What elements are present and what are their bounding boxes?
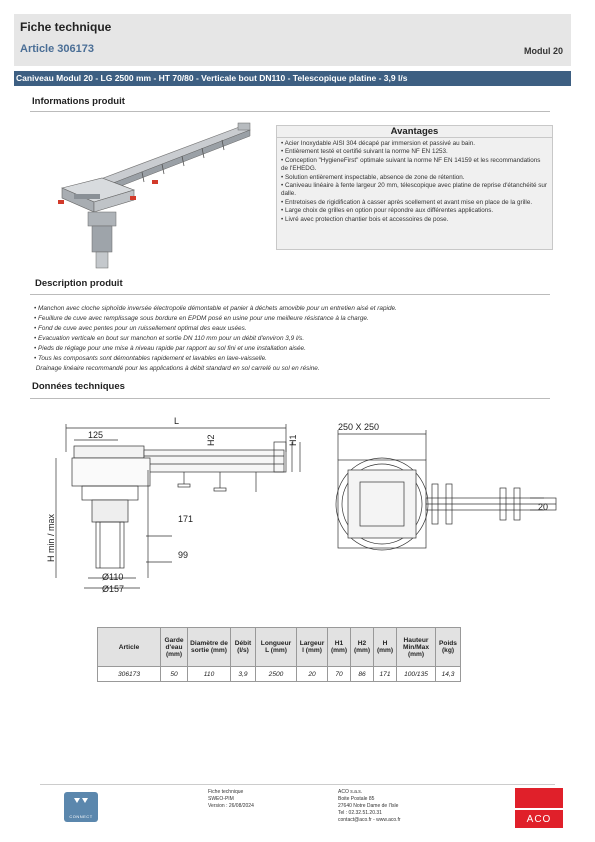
col-header: Article xyxy=(98,628,161,667)
col-header: H (mm) xyxy=(374,628,397,667)
description-item: Drainage linéaire recommandé pour les applications à débit standard en sol carrelé ou sol en résine. xyxy=(35,365,320,372)
aco-logo-text: ACO xyxy=(526,814,552,825)
footer-line: 27640 Notre Dame de l'Isle xyxy=(338,803,399,809)
technical-drawing xyxy=(44,412,560,602)
footer-line: contact@aco.fr - www.aco.fr xyxy=(338,817,401,823)
table-cell: 14,3 xyxy=(436,667,461,682)
description-item: • Feuillure de cuve avec remplissage sous bordure en EPDM posé en usine pour une meilleure résistance à la charge. xyxy=(34,315,369,322)
doc-type: Fiche technique xyxy=(20,20,112,34)
col-header: Débit (l/s) xyxy=(231,628,256,667)
description-item: • Fond de cuve avec pentes pour un ruissellement optimal des eaux usées. xyxy=(34,325,247,332)
col-header: Poids (kg) xyxy=(436,628,461,667)
connect-badge xyxy=(64,792,98,822)
advantage-item: • Livré avec protection chantier bois et accessoires de pose. xyxy=(281,215,449,223)
table-cell: 2500 xyxy=(256,667,297,682)
dim-H-min-max: H min / max xyxy=(46,513,56,562)
section-rule xyxy=(30,398,550,399)
table-row xyxy=(98,667,461,682)
footer-line: Boite Postale 85 xyxy=(338,796,375,802)
table-cell: 110 xyxy=(188,667,231,682)
footer-line: Fiche technique xyxy=(208,789,244,795)
footer-line: ACO s.a.s. xyxy=(338,789,363,795)
advantages-title: Avantages xyxy=(276,125,553,138)
dim-125: 125 xyxy=(88,430,104,440)
table-cell: 100/135 xyxy=(397,667,436,682)
advantage-item: • Entièrement testé et certifié suivant la norme NF EN 1253. xyxy=(281,148,448,156)
section-technical-title: Données techniques xyxy=(32,381,125,392)
footer-line: Tel : 02.32.51.20.31 xyxy=(338,810,382,816)
dim-99: 99 xyxy=(178,550,189,560)
dim-157: Ø157 xyxy=(102,584,125,594)
table-cell: 20 xyxy=(297,667,328,682)
product-title: Caniveau Modul 20 - LG 2500 mm - HT 70/80 - Verticale bout DN110 - Telescopique platine - 3,9 l/s xyxy=(14,71,571,86)
article-number: Article 306173 xyxy=(20,43,94,55)
dim-250: 250 X 250 xyxy=(338,422,380,432)
table-cell: 86 xyxy=(351,667,374,682)
footer-rule xyxy=(40,784,555,785)
advantage-item: • Entretoises de rigidification à casser après scellement et avant mise en place de la grille. xyxy=(281,198,533,206)
footer-line: SWEO-PIM xyxy=(208,796,234,802)
aco-logo xyxy=(515,788,563,828)
table-cell: 70 xyxy=(328,667,351,682)
col-header: Diamètre de sortie (mm) xyxy=(188,628,231,667)
description-item: • Evacuation verticale en bout sur manchon et sortie DN 110 mm pour un débit d'environ 3,9 l/s. xyxy=(34,335,305,342)
advantage-item: • Conception "HygieneFirst" optimale suivant la norme NF EN 14159 et les recommandations de l'EHEDG. xyxy=(281,156,541,173)
table-cell: 171 xyxy=(374,667,397,682)
spec-table xyxy=(97,627,461,682)
section-rule xyxy=(30,294,550,295)
footer-company-info xyxy=(338,789,401,824)
description-item: • Manchon avec cloche siphoïde inversée électropolie démontable et panier à déchets amovible pour un entretien aisé et rapide. xyxy=(34,305,397,312)
dim-20: 20 xyxy=(538,502,549,512)
col-header: Largeur l (mm) xyxy=(297,628,328,667)
description-list xyxy=(34,304,554,374)
product-image xyxy=(52,118,268,274)
table-cell: 306173 xyxy=(98,667,161,682)
dim-H2: H2 xyxy=(206,434,216,446)
col-header: Garde d'eau (mm) xyxy=(161,628,188,667)
advantage-item: • Solution entièrement inspectable, absence de zone de rétention. xyxy=(281,173,465,181)
col-header: Longueur L (mm) xyxy=(256,628,297,667)
dim-H1: H1 xyxy=(288,434,298,446)
advantages-list xyxy=(281,140,549,224)
section-description-title: Description produit xyxy=(35,278,123,289)
connect-label: CONNECT xyxy=(69,814,93,819)
footer-line: Version : 26/08/2024 xyxy=(208,803,254,809)
model-name: Modul 20 xyxy=(523,46,563,56)
dim-L: L xyxy=(174,416,180,426)
section-rule xyxy=(30,111,550,112)
dim-171: 171 xyxy=(178,514,194,524)
connect-logo-icon xyxy=(64,792,98,814)
footer-doc-info xyxy=(208,789,254,810)
advantage-item: • Acier Inoxydable AISI 304 décapé par immersion et passivé au bain. xyxy=(281,140,476,147)
table-cell: 3,9 xyxy=(231,667,256,682)
table-cell: 50 xyxy=(161,667,188,682)
section-info-title: Informations produit xyxy=(32,96,125,107)
description-item: • Pieds de réglage pour une mise à niveau rapide par rapport au sol fini et une installation aisée. xyxy=(34,345,306,352)
dim-110: Ø110 xyxy=(102,572,124,582)
advantage-item: • Large choix de grilles en option pour répondre aux différentes applications. xyxy=(281,207,494,215)
table-header-row xyxy=(98,628,461,667)
description-item: • Tous les composants sont démontables rapidement et lavables en lave-vaisselle. xyxy=(34,355,267,362)
advantage-item: • Caniveau linéaire à fente largeur 20 mm, télescopique avec platine de reprise d'étanchéité sur dalle. xyxy=(281,182,547,198)
col-header: Hauteur Min/Max (mm) xyxy=(397,628,436,667)
col-header: H1 (mm) xyxy=(328,628,351,667)
col-header: H2 (mm) xyxy=(351,628,374,667)
